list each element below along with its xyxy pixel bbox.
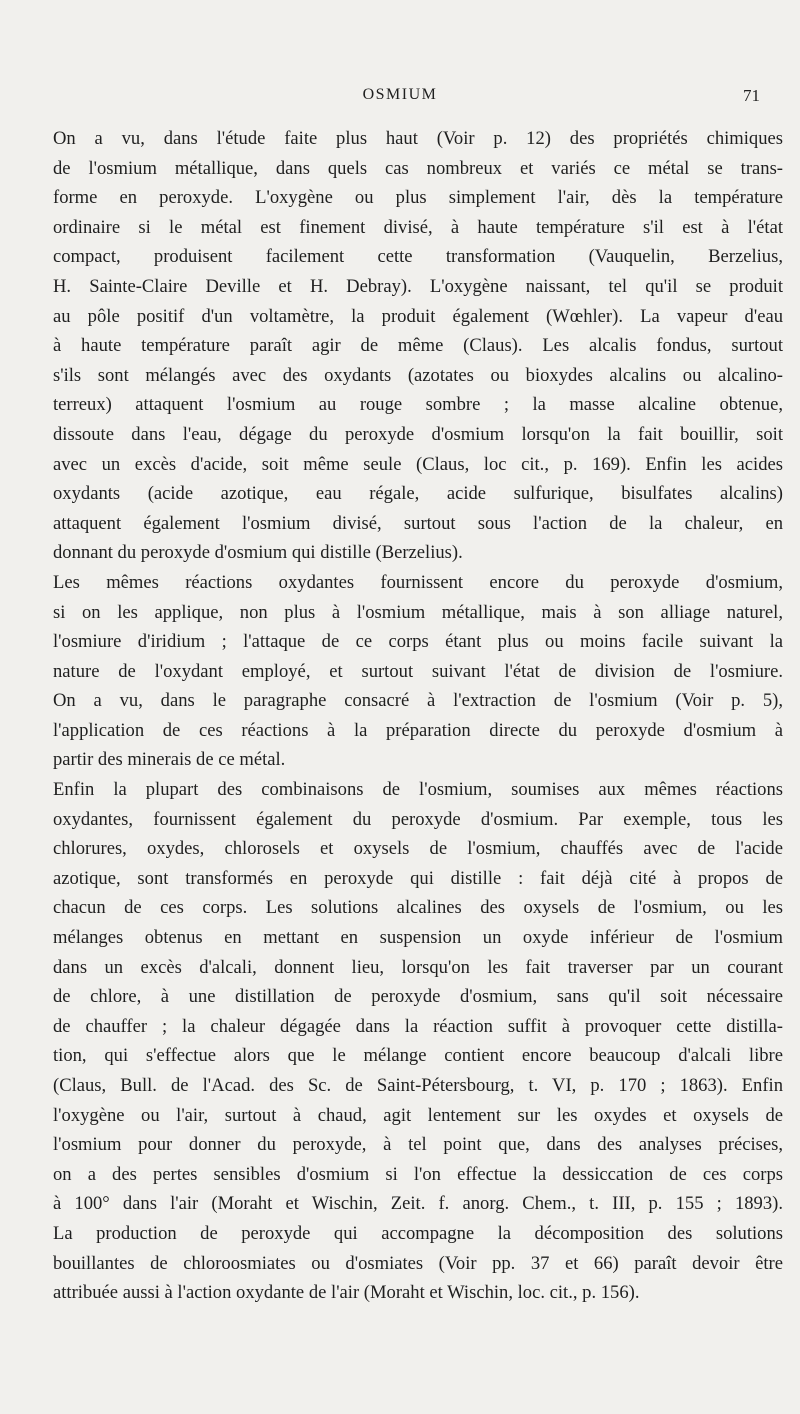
text-line: attaquent également l'osmium divisé, surtout sous l'action de la chaleur, en — [53, 512, 783, 534]
text-line: compact, produisent facilement cette transformation (Vauquelin, Berzelius, — [53, 246, 783, 268]
text-line: attribuée aussi à l'action oxydante de l'air (Moraht et Wischin, loc. cit., p. 156). — [53, 1282, 640, 1304]
text-line: on a des pertes sensibles d'osmium si l'on effectue la dessiccation de ces corps — [53, 1163, 783, 1185]
text-line: l'application de ces réactions à la préparation directe du peroxyde d'osmium à — [53, 719, 783, 741]
text-line: chlorures, oxydes, chlorosels et oxysels de l'osmium, chauffés avec de l'acide — [53, 838, 783, 860]
text-line: dissoute dans l'eau, dégage du peroxyde d'osmium lorsqu'on la fait bouillir, soit — [53, 423, 783, 445]
text-line: La production de peroxyde qui accompagne la décomposition des solutions — [53, 1222, 783, 1244]
text-line: à 100° dans l'air (Moraht et Wischin, Zeit. f. anorg. Chem., t. III, p. 155 ; 1893). — [53, 1193, 783, 1215]
text-line: oxydants (acide azotique, eau régale, acide sulfurique, bisulfates alcalins) — [53, 483, 783, 505]
paragraph-1 — [53, 124, 783, 568]
text-line: On a vu, dans le paragraphe consacré à l'extraction de l'osmium (Voir p. 5), — [53, 690, 783, 712]
text-line: On a vu, dans l'étude faite plus haut (Voir p. 12) des propriétés chimiques — [53, 128, 783, 149]
paragraph-3 — [53, 775, 783, 1308]
text-line: Les mêmes réactions oxydantes fournissent encore du peroxyde d'osmium, — [53, 571, 783, 593]
text-line: l'osmium pour donner du peroxyde, à tel point que, dans des analyses précises, — [53, 1134, 783, 1156]
text-line: dans un excès d'alcali, donnent lieu, lorsqu'on les fait traverser par un courant — [53, 956, 783, 978]
text-line: de chauffer ; la chaleur dégagée dans la réaction suffit à provoquer cette distilla- — [53, 1015, 783, 1037]
text-line: Enfin la plupart des combinaisons de l'osmium, soumises aux mêmes réactions — [53, 779, 783, 801]
text-line: à haute température paraît agir de même (Claus). Les alcalis fondus, surtout — [53, 335, 783, 357]
text-line: tion, qui s'effectue alors que le mélange contient encore beaucoup d'alcali libre — [53, 1045, 783, 1067]
text-line: bouillantes de chloroosmiates ou d'osmiates (Voir pp. 37 et 66) paraît devoir être — [53, 1252, 783, 1274]
text-line: l'osmiure d'iridium ; l'attaque de ce corps étant plus ou moins facile suivant la — [53, 631, 783, 653]
text-line: nature de l'oxydant employé, et surtout suivant l'état de division de l'osmiure. — [53, 660, 783, 682]
text-line: oxydantes, fournissent également du peroxyde d'osmium. Par exemple, tous les — [53, 808, 783, 830]
body-text — [53, 124, 783, 1308]
text-line: H. Sainte-Claire Deville et H. Debray). L'oxygène naissant, tel qu'il se produit — [53, 275, 783, 297]
text-line: de chlore, à une distillation de peroxyde d'osmium, sans qu'il soit nécessaire — [53, 986, 783, 1008]
text-line: (Claus, Bull. de l'Acad. des Sc. de Saint-Pétersbourg, t. VI, p. 170 ; 1863). Enfin — [53, 1075, 783, 1096]
text-line: avec un excès d'acide, soit même seule (Claus, loc cit., p. 169). Enfin les acides — [53, 453, 783, 475]
text-line: l'oxygène ou l'air, surtout à chaud, agit lentement sur les oxydes et oxysels de — [53, 1104, 783, 1126]
text-line: terreux) attaquent l'osmium au rouge sombre ; la masse alcaline obtenue, — [53, 394, 783, 416]
page-number: 71 — [743, 86, 760, 105]
text-line: partir des minerais de ce métal. — [53, 749, 286, 771]
text-line: de l'osmium métallique, dans quels cas nombreux et variés ce métal se trans- — [53, 157, 783, 179]
text-line: forme en peroxyde. L'oxygène ou plus simplement l'air, dès la température — [53, 187, 783, 209]
paragraph-2 — [53, 568, 783, 775]
text-line: s'ils sont mélangés avec des oxydants (azotates ou bioxydes alcalins ou alcalino- — [53, 364, 783, 386]
text-line: donnant du peroxyde d'osmium qui distille (Berzelius). — [53, 542, 463, 564]
text-line: au pôle positif d'un voltamètre, la produit également (Wœhler). La vapeur d'eau — [53, 305, 783, 327]
text-line: azotique, sont transformés en peroxyde qui distille : fait déjà cité à propos de — [53, 867, 783, 889]
running-title: OSMIUM — [362, 86, 438, 103]
page-header — [0, 86, 800, 110]
text-line: mélanges obtenus en mettant en suspension un oxyde inférieur de l'osmium — [53, 927, 783, 949]
text-line: ordinaire si le métal est finement divisé, à haute température s'il est à l'état — [53, 216, 783, 238]
text-line: chacun de ces corps. Les solutions alcalines des oxysels de l'osmium, ou les — [53, 897, 783, 919]
text-line: si on les applique, non plus à l'osmium métallique, mais à son alliage naturel, — [53, 601, 783, 623]
